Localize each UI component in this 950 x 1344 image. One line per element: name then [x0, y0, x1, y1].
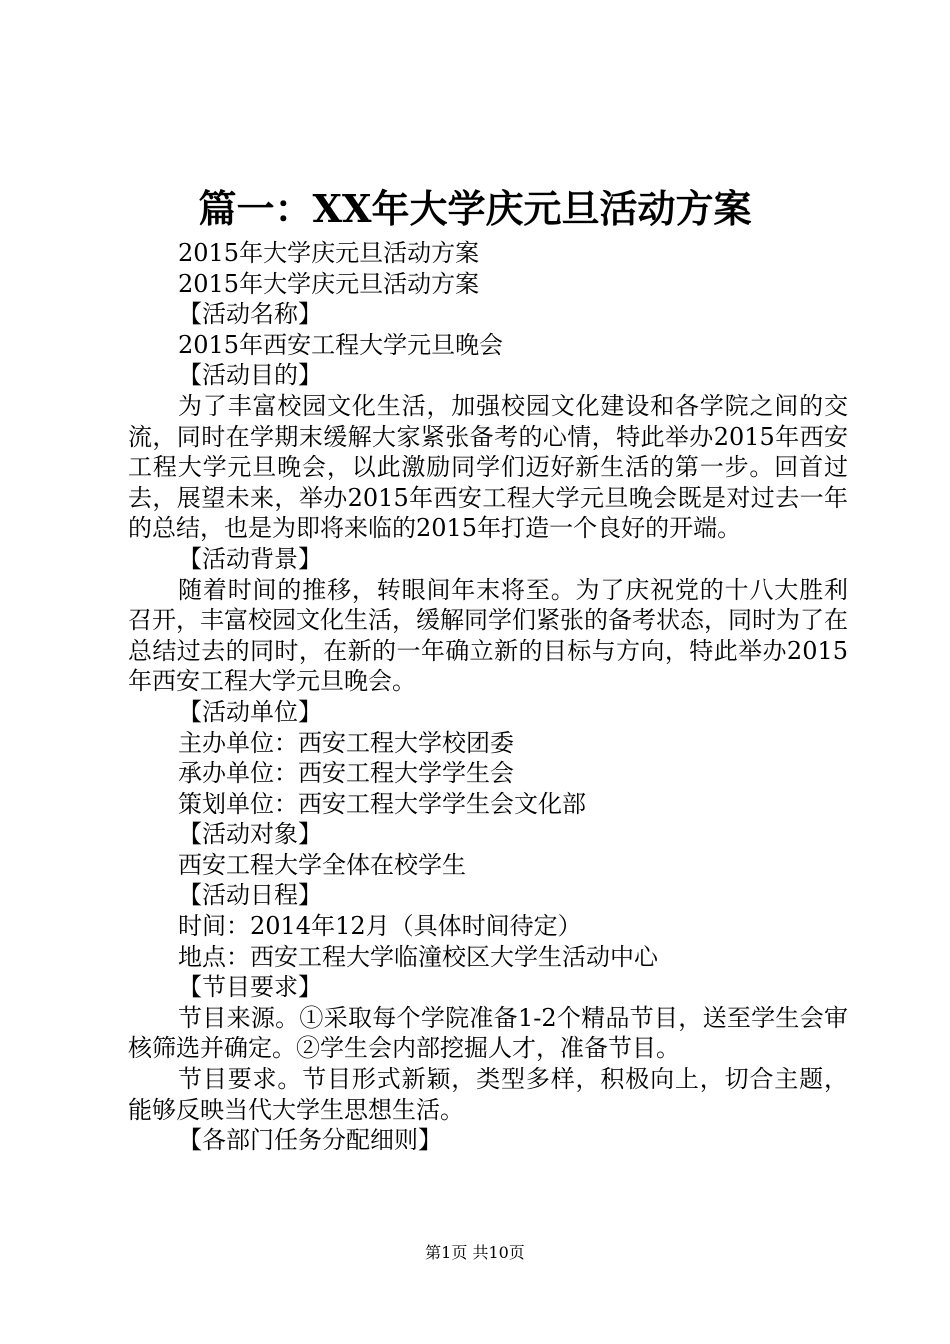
- paragraph: 时间：2014年12月（具体时间待定）: [178, 912, 582, 941]
- paragraph: 节目来源。①采取每个学院准备1-2个精品节目，送至学生会审核筛选并确定。②学生会内部挖掘人才，准备节目。: [128, 1003, 848, 1063]
- section-heading: 【活动背景】: [178, 544, 322, 573]
- section-heading: 【活动对象】: [178, 820, 322, 849]
- paragraph: 2015年大学庆元旦活动方案: [178, 269, 480, 298]
- document-title: 篇一：XX年大学庆元旦活动方案: [198, 186, 752, 231]
- paragraph: 随着时间的推移，转眼间年末将至。为了庆祝党的十八大胜利召开，丰富校园文化生活，缓解同学们紧张的备考状态，同时为了在总结过去的同时，在新的一年确立新的目标与方向，特此举办2015年西安工程大学元旦晚会。: [128, 575, 848, 696]
- paragraph: 2015年西安工程大学元旦晚会: [178, 330, 504, 359]
- section-heading: 【活动日程】: [178, 881, 322, 910]
- paragraph: 策划单位：西安工程大学学生会文化部: [178, 789, 586, 818]
- section-heading: 【活动目的】: [178, 361, 322, 390]
- paragraph: 西安工程大学全体在校学生: [178, 850, 466, 879]
- section-heading: 【活动单位】: [178, 697, 322, 726]
- paragraph: 主办单位：西安工程大学校团委: [178, 728, 514, 757]
- paragraph: 为了丰富校园文化生活，加强校园文化建设和各学院之间的交流，同时在学期末缓解大家紧张备考的心情，特此举办2015年西安工程大学元旦晚会，以此激励同学们迈好新生活的第一步。回首过去，展望未来，举办2015年西安工程大学元旦晚会既是对过去一年的总结，也是为即将来临的2015年打造一个良好的开端。: [128, 391, 848, 543]
- paragraph: 地点：西安工程大学临潼校区大学生活动中心: [178, 942, 658, 971]
- page-footer: 第1页 共10页: [425, 1243, 525, 1262]
- paragraph: 2015年大学庆元旦活动方案: [178, 239, 480, 267]
- section-heading: 【节目要求】: [178, 973, 322, 1002]
- paragraph: 节目要求。节目形式新颖，类型多样，积极向上，切合主题，能够反映当代大学生思想生活。: [128, 1065, 848, 1124]
- section-heading: 【活动名称】: [178, 300, 322, 329]
- paragraph: 承办单位：西安工程大学学生会: [178, 759, 514, 788]
- section-heading: 【各部门任务分配细则】: [178, 1126, 442, 1155]
- document-body: [128, 238, 848, 1156]
